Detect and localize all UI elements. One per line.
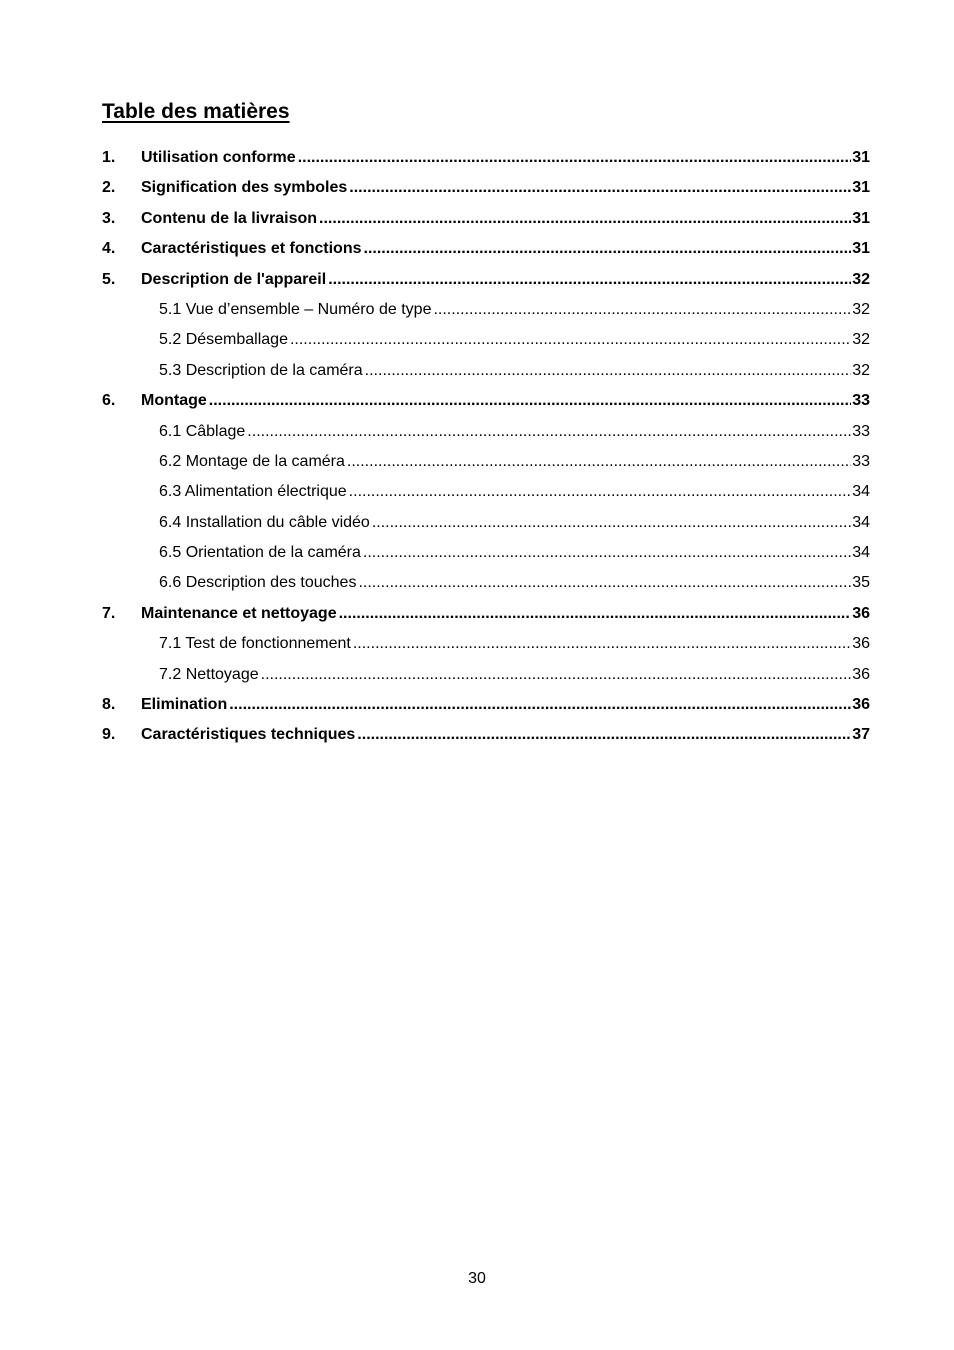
toc-entry-number: 9. [102,726,116,744]
toc-entry-label: Description de l'appareil [141,270,327,288]
toc-dot-leader [364,234,852,264]
toc-dot-leader [298,143,852,173]
toc-dot-leader [433,295,851,325]
toc-subentry[interactable] [102,447,870,477]
toc-entry-page: 34 [852,513,870,531]
toc-entry-page: 31 [852,240,870,258]
toc-entry-page: 31 [852,209,870,227]
toc-entry[interactable] [102,173,870,203]
toc-entry-label: Caractéristiques et fonctions [141,240,362,258]
toc-dot-leader [261,660,852,690]
toc-entry-label: 7.1 Test de fonctionnement [159,635,351,653]
toc-entry-page: 34 [852,483,870,501]
toc-dot-leader [349,173,851,203]
page-number: 30 [468,1270,486,1287]
toc-entry-page: 34 [852,544,870,562]
toc-entry-label: Montage [141,392,207,410]
toc-dot-leader [365,356,852,386]
toc-subentry[interactable] [102,568,870,598]
toc-entry[interactable] [102,386,870,416]
toc-entry-page: 32 [852,300,870,318]
toc-subentry[interactable] [102,629,870,659]
toc-entry-label: Caractéristiques techniques [141,726,356,744]
toc-entry-label: Maintenance et nettoyage [141,604,337,622]
toc-entry-page: 36 [852,665,870,683]
toc-dot-leader [372,508,851,538]
toc-entry-page: 33 [852,392,870,410]
toc-entry-label: 6.4 Installation du câble vidéo [159,513,370,531]
toc-entry-label: 7.2 Nettoyage [159,665,259,683]
toc-entry-label: 6.2 Montage de la caméra [159,452,345,470]
toc-dot-leader [209,386,851,416]
toc-entry-number: 4. [102,240,116,258]
toc-entry-page: 33 [852,452,870,470]
toc-subentry[interactable] [102,356,870,386]
toc-dot-leader [363,538,851,568]
toc-entry[interactable] [102,234,870,264]
toc-entry-label: 5.3 Description de la caméra [159,361,363,379]
toc-entry[interactable] [102,265,870,295]
toc-dot-leader [319,204,851,234]
toc-entry-label: 6.5 Orientation de la caméra [159,544,361,562]
toc-entry-number: 7. [102,604,116,622]
toc-entry[interactable] [102,143,870,173]
toc-subentry[interactable] [102,295,870,325]
toc-entry-page: 31 [852,149,870,166]
toc-entry-page: 37 [852,726,870,744]
toc-dot-leader [357,720,851,750]
toc-entry-page: 32 [852,331,870,349]
toc-entry-page: 36 [852,696,870,714]
toc-entry-page: 32 [852,270,870,288]
toc-subentry[interactable] [102,508,870,538]
toc-entry-page: 32 [852,361,870,379]
toc-subentry[interactable] [102,660,870,690]
toc-title: Table des matières [102,100,290,123]
toc-entry[interactable] [102,690,870,720]
toc-entry[interactable] [102,720,870,750]
toc-dot-leader [353,629,851,659]
toc-entry-label: 6.1 Câblage [159,422,246,440]
toc-entry-number: 6. [102,392,116,410]
toc-dot-leader [347,447,851,477]
toc-dot-leader [247,417,851,447]
toc-entry-number: 1. [102,149,116,166]
toc-entry-label: Contenu de la livraison [141,209,318,227]
toc-entry-number: 8. [102,696,116,714]
toc-dot-leader [349,477,852,507]
toc-entry-page: 36 [852,604,870,622]
toc-entry[interactable] [102,204,870,234]
toc-entry-label: 6.6 Description des touches [159,574,357,592]
toc-entry-label: 5.1 Vue d’ensemble – Numéro de type [159,300,432,318]
toc-entry-page: 31 [852,179,870,197]
toc-entry[interactable] [102,599,870,629]
toc-entry-page: 33 [852,422,870,440]
toc-subentry[interactable] [102,538,870,568]
toc-entry-label: Signification des symboles [141,179,348,197]
toc-subentry[interactable] [102,477,870,507]
toc-dot-leader [339,599,852,629]
toc-entry-label: Utilisation conforme [141,149,296,166]
toc-entry-number: 5. [102,270,116,288]
toc-dot-leader [358,568,851,598]
toc-dot-leader [229,690,851,720]
toc-entry-page: 36 [852,635,870,653]
toc-entry-number: 2. [102,179,116,197]
toc-subentry[interactable] [102,417,870,447]
toc-entry-label: Elimination [141,696,228,714]
toc-dot-leader [290,325,851,355]
toc-entry-label: 6.3 Alimentation électrique [159,483,347,501]
toc-entry-number: 3. [102,209,116,227]
toc-dot-leader [328,265,851,295]
toc-entry-label: 5.2 Désemballage [159,331,288,349]
toc-entry-page: 35 [852,574,870,592]
toc-subentry[interactable] [102,325,870,355]
table-of-contents [102,143,870,751]
